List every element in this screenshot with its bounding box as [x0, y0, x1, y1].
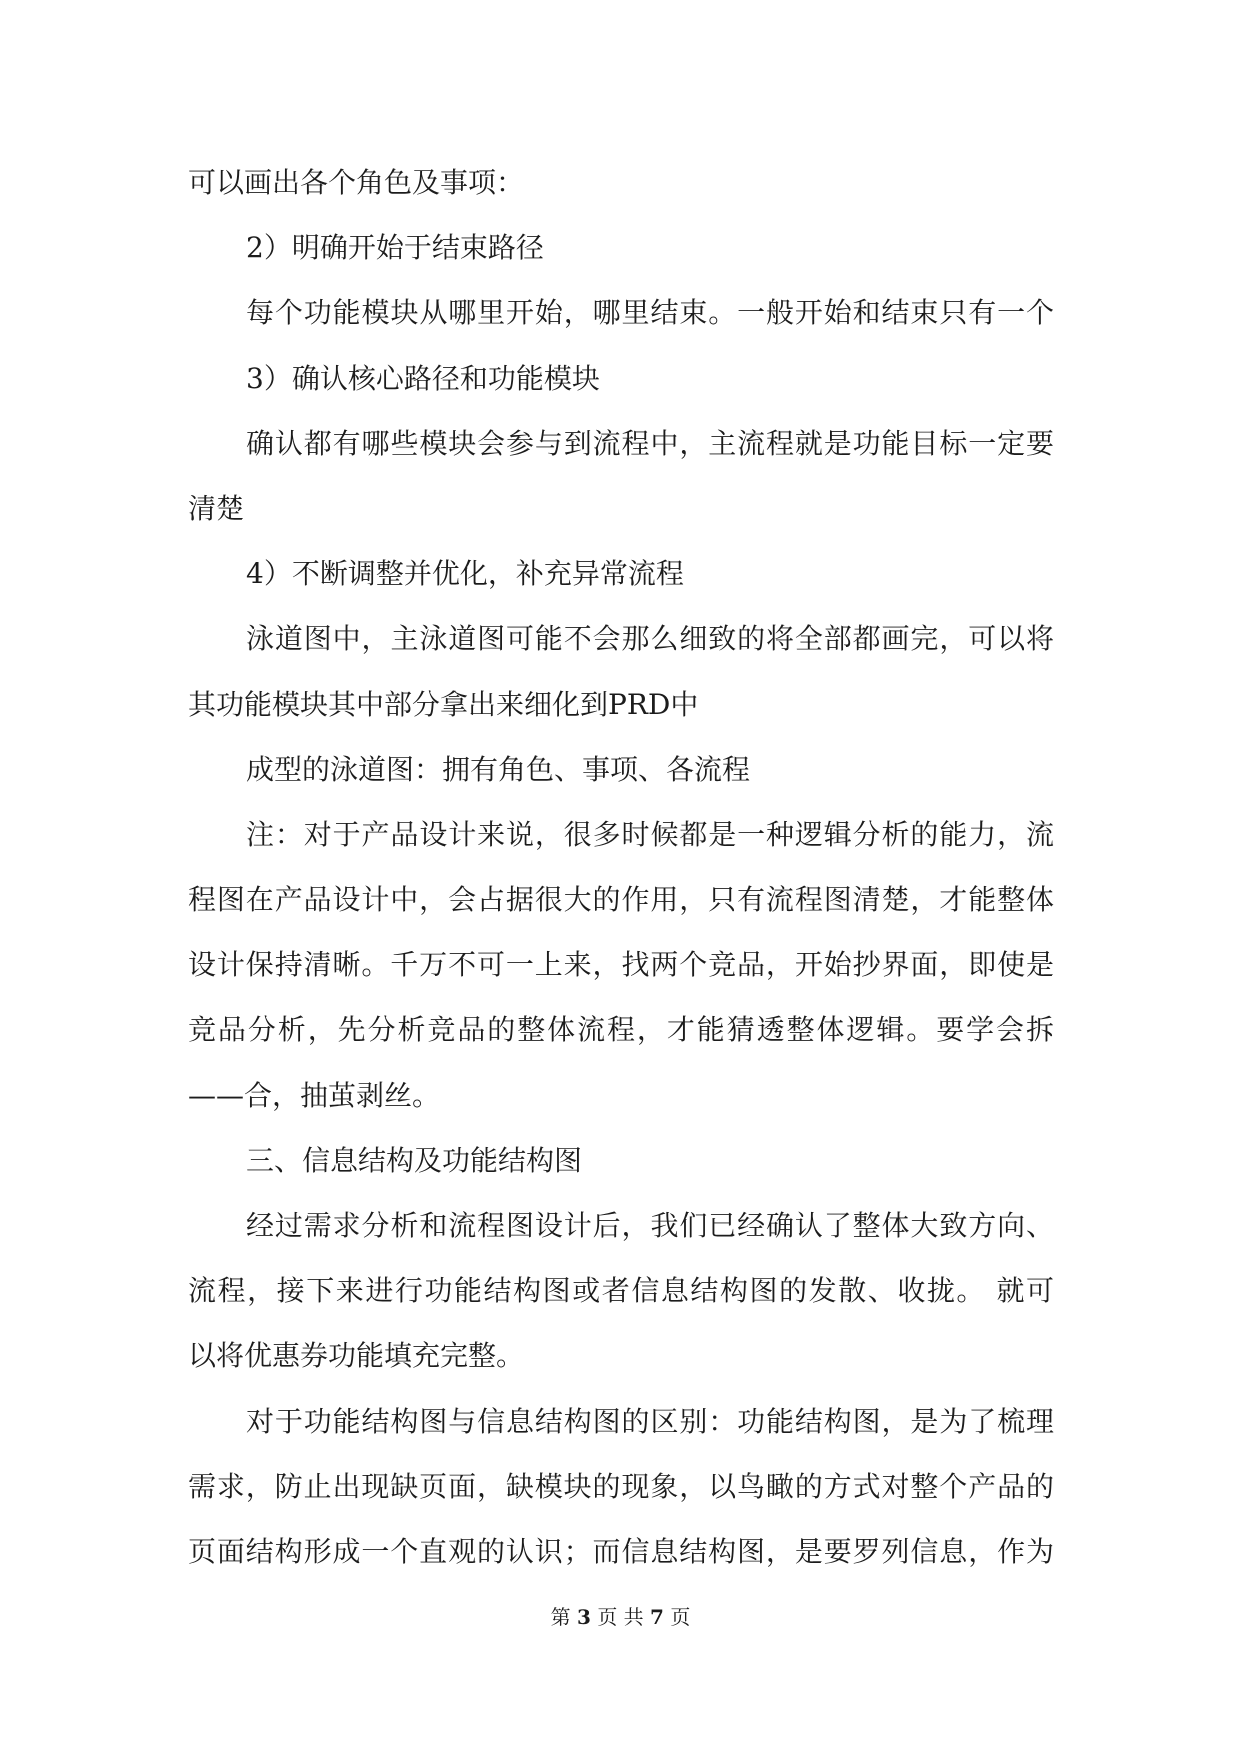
- text-line: 每个功能模块从哪里开始，哪里结束。一般开始和结束只有一个: [246, 296, 1054, 330]
- total-pages: 7: [650, 1605, 664, 1629]
- text-line: 2）明确开始于结束路径: [246, 231, 544, 265]
- text-line: 泳道图中，主泳道图可能不会那么细致的将全部都画完，可以将: [246, 622, 1054, 656]
- paragraph: [188, 737, 1054, 802]
- text-line: ——合，抽茧剥丝。: [188, 1078, 441, 1112]
- paragraph: [188, 411, 1054, 541]
- text-line: 以将优惠券功能填充完整。: [188, 1339, 525, 1373]
- text-line: 经过需求分析和流程图设计后，我们已经确认了整体大致方向、: [246, 1209, 1054, 1242]
- text-line: 对于功能结构图与信息结构图的区别：功能结构图，是为了梳理: [246, 1404, 1054, 1438]
- text-line: 注：对于产品设计来说，很多时候都是一种逻辑分析的能力，流: [246, 817, 1054, 851]
- footer-label-page: 页: [597, 1605, 618, 1629]
- text-line: 需求，防止出现缺页面，缺模块的现象，以鸟瞰的方式对整个产品的: [188, 1469, 1054, 1503]
- text-line: 4）不断调整并优化，补充异常流程: [246, 557, 684, 591]
- text-line: 三、信息结构及功能结构图: [246, 1143, 583, 1177]
- document-body: [188, 150, 1054, 1584]
- section-heading: [188, 1128, 1054, 1193]
- text-line: 流程，接下来进行功能结构图或者信息结构图的发散、收拢。 就可: [188, 1274, 1054, 1308]
- text-line: 可以画出各个角色及事项：: [188, 166, 525, 199]
- text-line: 竞品分析，先分析竞品的整体流程，才能猜透整体逻辑。要学会拆: [188, 1013, 1054, 1047]
- paragraph: [188, 280, 1054, 345]
- text-line: 清楚: [188, 491, 245, 525]
- text-line: 设计保持清晰。千万不可一上来，找两个竞品，开始抄界面，即使是: [188, 948, 1054, 982]
- step-heading: [188, 541, 1054, 606]
- text-line: 确认都有哪些模块会参与到流程中，主流程就是功能目标一定要: [246, 426, 1054, 460]
- page-footer: [0, 1603, 1241, 1631]
- paragraph: [188, 1193, 1054, 1389]
- step-heading: [188, 346, 1054, 411]
- paragraph: [188, 150, 1054, 215]
- footer-label-prefix: 第: [550, 1605, 571, 1629]
- step-heading: [188, 215, 1054, 280]
- paragraph: [188, 606, 1054, 736]
- text-line: 页面结构形成一个直观的认识；而信息结构图，是要罗列信息，作为: [188, 1534, 1054, 1568]
- note-paragraph: [188, 802, 1054, 1128]
- text-line: 程图在产品设计中，会占据很大的作用，只有流程图清楚，才能整体: [188, 883, 1054, 917]
- text-line: 其功能模块其中部分拿出来细化到PRD中: [188, 687, 699, 721]
- paragraph: [188, 1389, 1054, 1585]
- page-number: 3: [577, 1605, 591, 1629]
- text-line: 3）确认核心路径和功能模块: [246, 361, 600, 395]
- footer-label-suffix: 页: [670, 1605, 691, 1629]
- footer-label-total: 共: [623, 1605, 644, 1629]
- text-line: 成型的泳道图：拥有角色、事项、各流程: [246, 752, 751, 786]
